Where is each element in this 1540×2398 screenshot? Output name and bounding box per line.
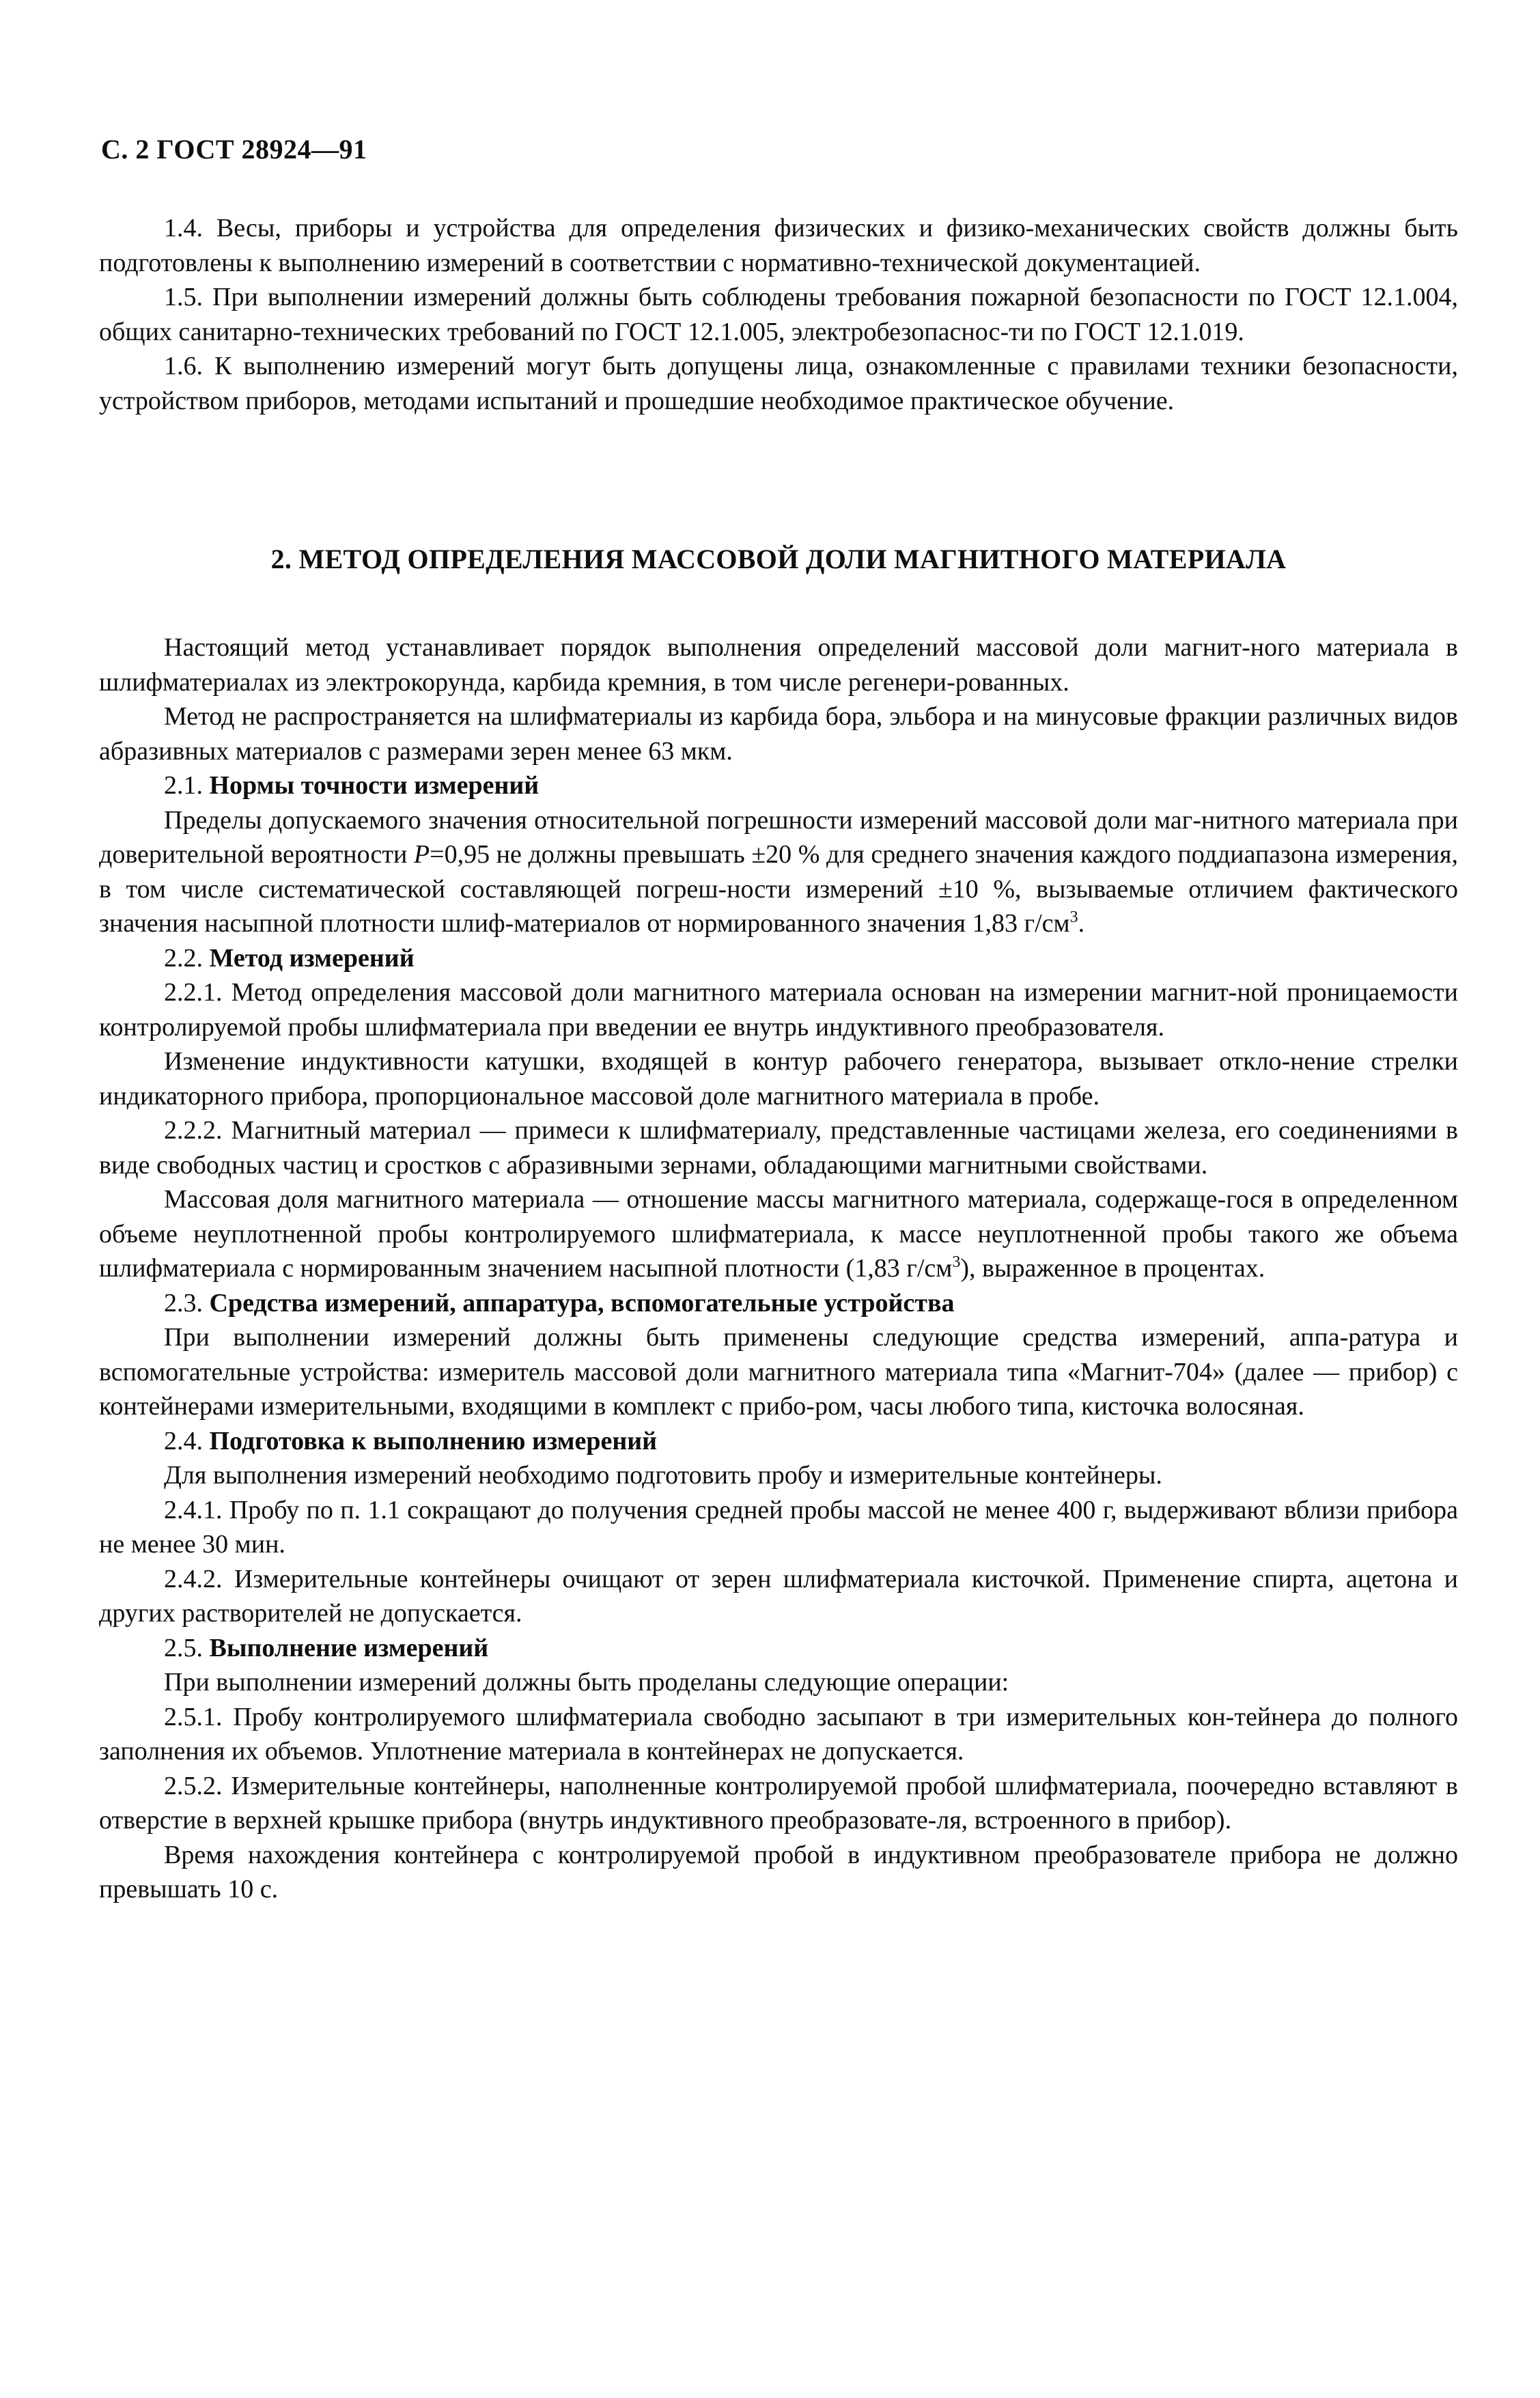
subsection-number: 2.4. bbox=[164, 1426, 203, 1455]
subsection-title: Метод измерений bbox=[209, 943, 415, 973]
subsection-title: Нормы точности измерений bbox=[209, 771, 540, 800]
subsection-heading-2-4 bbox=[99, 1424, 1458, 1459]
superscript: 3 bbox=[1069, 908, 1078, 926]
text-run: ), выраженное в процентах. bbox=[960, 1254, 1265, 1283]
paragraph-2-5-2: 2.5.2. Измерительные контейнеры, наполненные контролируемой пробой шлифматериала, поочередно вставляют в отверстие в верхней крышке прибора (внутрь индуктивного преобразовате-ля, встроенного в прибор). bbox=[99, 1771, 1458, 1835]
paragraph-1-4: 1.4. Весы, приборы и устройства для определения физических и физико-механических свойств должны быть подготовлены к выполнению измерений в соответствии с нормативно-технической документацией. bbox=[99, 214, 1458, 277]
section-intro-2: Метод не распространяется на шлифматериалы из карбида бора, эльбора и на минусовые фракции различных видов абразивных материалов с размерами зерен менее 63 мкм. bbox=[99, 702, 1458, 766]
text-run: =0,95 не должны превышать ±20 % для среднего значения каждого поддиапазона измерения, в том числе систематической составляющей погреш-ности измерений ±10 %, вызываемые отличием фактического значения насыпной плотности шлиф-материалов от нормированного значения 1,83 г/см bbox=[99, 840, 1458, 938]
subsection-heading-2-2 bbox=[99, 941, 1458, 976]
superscript: 3 bbox=[952, 1253, 961, 1271]
paragraph-2-2-1: 2.2.1. Метод определения массовой доли магнитного материала основан на измерении магнит-ной проницаемости контролируемой пробы шлифматериала при введении ее внутрь индуктивного преобразователя. bbox=[99, 978, 1458, 1042]
section-2-body bbox=[99, 630, 1458, 1907]
subsection-number: 2.2. bbox=[164, 943, 203, 973]
page-header: С. 2 ГОСТ 28924—91 bbox=[101, 134, 367, 165]
paragraph-2-5-2b: Время нахождения контейнера с контролируемой пробой в индуктивном преобразователе прибора не должно превышать 10 с. bbox=[99, 1840, 1458, 1904]
paragraph-2-5: При выполнении измерений должны быть проделаны следующие операции: bbox=[164, 1668, 1009, 1697]
paragraph-2-2-2: 2.2.2. Магнитный материал — примеси к шлифматериалу, представленные частицами железа, его соединениями в виде свободных частиц и сростков с абразивными зернами, обладающими магнитными свойствами. bbox=[99, 1116, 1458, 1180]
subsection-title: Выполнение измерений bbox=[209, 1633, 489, 1662]
subsection-heading-2-1 bbox=[99, 768, 1458, 803]
paragraph-2-4-2: 2.4.2. Измерительные контейнеры очищают от зерен шлифматериала кисточкой. Применение спирта, ацетона и других растворителей не допускается. bbox=[99, 1564, 1458, 1628]
variable-p: P bbox=[413, 840, 430, 869]
paragraph-2-2-1b: Изменение индуктивности катушки, входящей в контур рабочего генератора, вызывает откло-нение стрелки индикаторного прибора, пропорциональное массовой доле магнитного материала в пробе. bbox=[99, 1047, 1458, 1111]
paragraph-2-5-1: 2.5.1. Пробу контролируемого шлифматериала свободно засыпают в три измерительных кон-тейнера до полного заполнения их объемов. Уплотнение материала в контейнерах не допускается. bbox=[99, 1702, 1458, 1766]
subsection-heading-2-5 bbox=[99, 1631, 1458, 1666]
subsection-number: 2.1. bbox=[164, 771, 203, 800]
paragraph-2-3: При выполнении измерений должны быть применены следующие средства измерений, аппа-ратура и вспомогательные устройства: измеритель массовой доли магнитного материала типа «Магнит-704» (далее — прибор) с контейнерами измерительными, входящими в комплект с прибо-ром, часы любого типа, кисточка волосяная. bbox=[99, 1323, 1458, 1421]
paragraph-2-2-2b bbox=[99, 1182, 1458, 1286]
text-run: Пределы допускаемого значения относительной погрешности измерений массовой доли маг-нитного материала при доверительной вероятности bbox=[99, 805, 1458, 869]
subsection-number: 2.3. bbox=[164, 1288, 203, 1317]
paragraph-1-6: 1.6. К выполнению измерений могут быть допущены лица, ознакомленные с правилами техники безопасности, устройством приборов, методами испытаний и прошедшие необходимое практическое обучение. bbox=[99, 352, 1458, 415]
subsection-title: Подготовка к выполнению измерений bbox=[209, 1426, 657, 1455]
subsection-title: Средства измерений, аппаратура, вспомогательные устройства bbox=[209, 1288, 955, 1317]
subsection-heading-2-3 bbox=[99, 1286, 1458, 1321]
section-intro-1: Настоящий метод устанавливает порядок выполнения определений массовой доли магнит-ного материала в шлифматериалах из электрокорунда, карбида кремния, в том числе регенери-рованных. bbox=[99, 633, 1458, 697]
paragraph-2-1 bbox=[99, 803, 1458, 941]
section-title: 2. МЕТОД ОПРЕДЕЛЕНИЯ МАССОВОЙ ДОЛИ МАГНИТНОГО МАТЕРИАЛА bbox=[270, 544, 1287, 574]
text-run: . bbox=[1078, 909, 1085, 938]
paragraph-2-4-1: 2.4.1. Пробу по п. 1.1 сокращают до получения средней пробы массой не менее 400 г, выдерживают вблизи прибора не менее 30 мин. bbox=[99, 1495, 1458, 1559]
subsection-number: 2.5. bbox=[164, 1633, 203, 1662]
paragraph-1-5: 1.5. При выполнении измерений должны быть соблюдены требования пожарной безопасности по ГОСТ 12.1.004, общих санитарно-технических требований по ГОСТ 12.1.005, электробезопаснос-ти по ГОСТ 12.1.019. bbox=[99, 283, 1458, 346]
paragraph-2-4: Для выполнения измерений необходимо подготовить пробу и измерительные контейнеры. bbox=[164, 1461, 1162, 1490]
intro-section bbox=[99, 211, 1458, 418]
text-run: Массовая доля магнитного материала — отношение массы магнитного материала, содержаще-гося в определенном объеме неуплотненной пробы контролируемого шлифматериала, к массе неуплотненной пробы такого же объема шлифматериала с нормированным значением насыпной плотности (1,83 г/см bbox=[99, 1185, 1458, 1283]
